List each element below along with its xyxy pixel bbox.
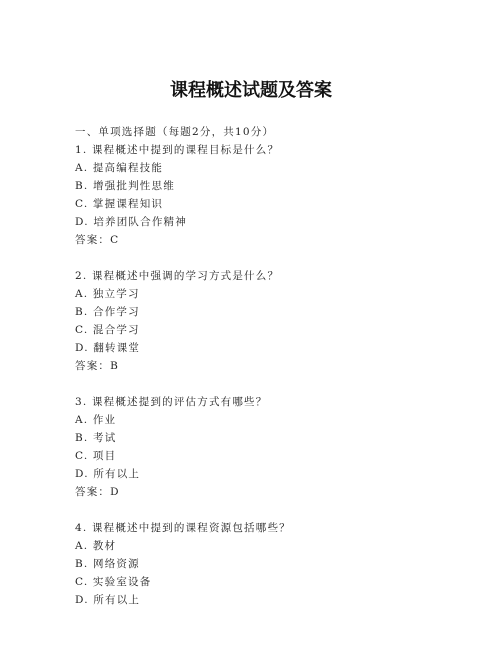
question-text: 4. 课程概述中提到的课程资源包括哪些？ [75, 522, 291, 534]
question-block-3 [75, 393, 475, 501]
question-block-1 [75, 141, 475, 249]
option-c: C. 实验室设备 [75, 576, 152, 588]
option-c: C. 掌握课程知识 [75, 198, 164, 210]
option-b: B. 网络资源 [75, 558, 140, 570]
question-block-4 [75, 519, 475, 609]
option-a: A. 独立学习 [75, 288, 140, 300]
answer-text: 答案：C [75, 234, 120, 246]
question-text: 3. 课程概述提到的评估方式有哪些？ [75, 396, 268, 408]
question-text: 1. 课程概述中提到的课程目标是什么？ [75, 144, 280, 156]
option-d: D. 翻转课堂 [75, 342, 141, 354]
option-b: B. 合作学习 [75, 306, 140, 318]
section-heading: 一、单项选择题（每题2分，共10分） [75, 126, 275, 138]
answer-text: 答案：B [75, 360, 120, 372]
option-d: D. 所有以上 [75, 468, 141, 480]
question-text: 2. 课程概述中强调的学习方式是什么？ [75, 270, 280, 282]
option-a: A. 作业 [75, 414, 117, 426]
option-d: D. 培养团队合作精神 [75, 216, 187, 228]
answer-text: 答案：D [75, 486, 120, 498]
option-d: D. 所有以上 [75, 594, 141, 606]
option-b: B. 考试 [75, 432, 117, 444]
document-body [75, 123, 475, 609]
option-c: C. 项目 [75, 450, 117, 462]
option-b: B. 增强批判性思维 [75, 180, 175, 192]
document-title: 课程概述试题及答案 [170, 80, 332, 101]
option-a: A. 提高编程技能 [75, 162, 164, 174]
option-c: C. 混合学习 [75, 324, 140, 336]
question-block-2 [75, 267, 475, 375]
option-a: A. 教材 [75, 540, 117, 552]
